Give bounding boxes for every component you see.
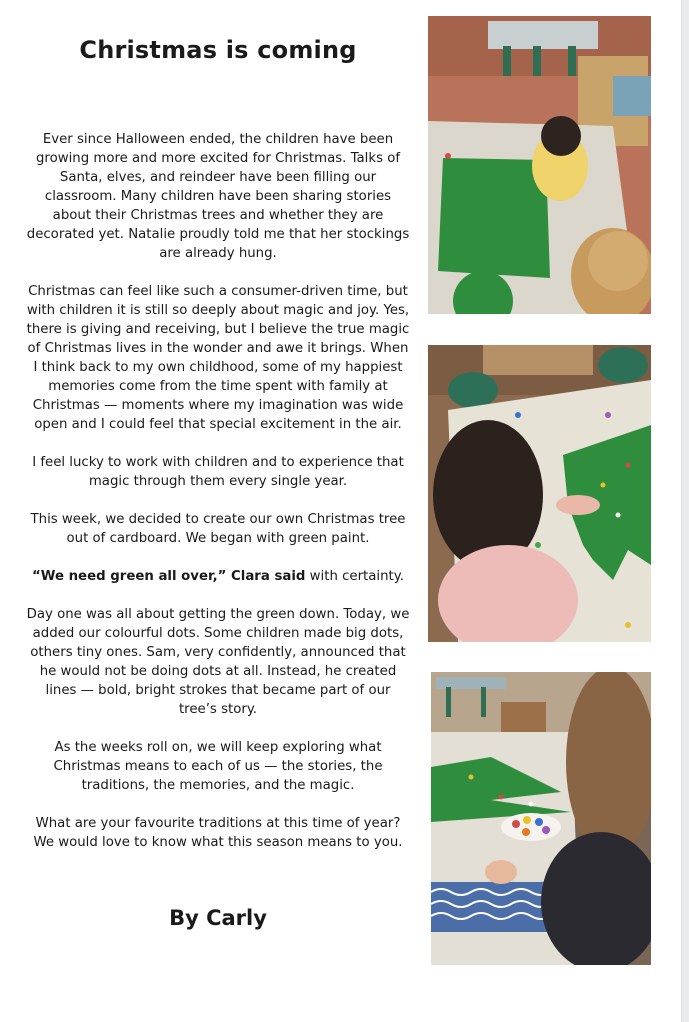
photo-child-with-paint-palette (431, 672, 651, 965)
paragraph-intro: Ever since Halloween ended, the children have been growing more and more excited for Christmas. Talks of Santa, elves, and reindeer have been filling our classroom. Many children have been sharing stories about their Christmas trees and whether they are decorated yet. Natalie proudly told me that her stockings are already hung. (26, 132, 410, 261)
clara-quote (26, 567, 410, 586)
page-edge (681, 0, 689, 1022)
page-title: Christmas is coming (79, 36, 357, 64)
paragraph-weeks: As the weeks roll on, we will keep exploring what Christmas means to each of us — the stories, the traditions, the memories, and the magic. (53, 740, 383, 793)
paragraph-cardboard-tree: This week, we decided to create our own Christmas tree out of cardboard. We began with green paint. (30, 512, 406, 546)
photo-child-painting-green-cardboard (428, 16, 651, 314)
paragraph-question: What are your favourite traditions at this time of year? We would love to know what this season means to you. (33, 816, 403, 850)
paragraph-lucky: I feel lucky to work with children and to experience that magic through them every single year. (32, 455, 404, 489)
quote-rest: with certainty. (305, 569, 404, 584)
article-text (26, 22, 410, 932)
quote-bold: “We need green all over,” Clara said (32, 569, 306, 584)
photo-child-adding-dots-to-tree (428, 345, 651, 642)
paragraph-magic: Christmas can feel like such a consumer-driven time, but with children it is still so deeply about magic and joy. Yes, there is giving and receiving, but I believe the true magic of Christmas lives in the wonder and awe it brings. When I think back to my own childhood, some of my happiest memories come from the time spent with family at Christmas — moments where my imagination was wide open and I could feel that special excitement in the air. (26, 284, 410, 432)
byline: By Carly (169, 906, 267, 930)
paragraph-dots: Day one was all about getting the green down. Today, we added our colourful dots. Some children made big dots, others tiny ones. Sam, very confidently, announced that he would not be doing dots at all. Instead, he created lines — bold, bright strokes that became part of our tree’s story. (26, 607, 410, 717)
